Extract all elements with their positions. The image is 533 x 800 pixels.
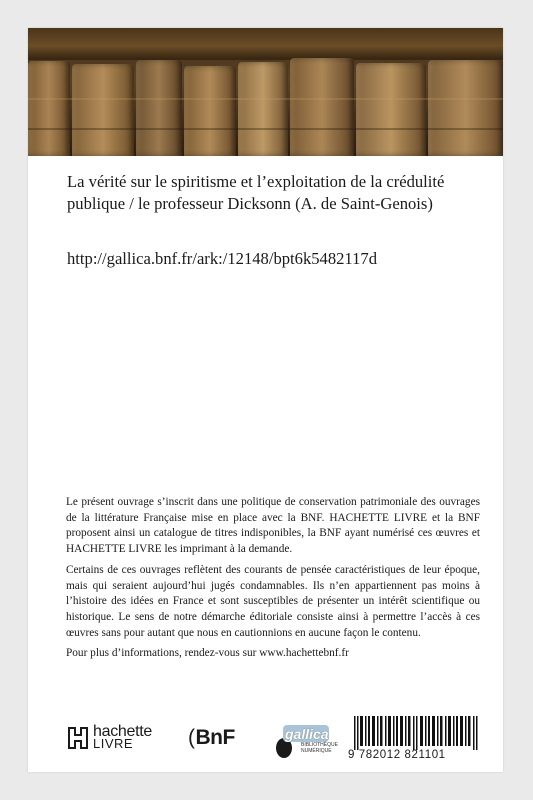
bnf-wordmark: BnF [195, 726, 235, 749]
spine-band [28, 128, 503, 130]
publisher-notice [66, 495, 480, 667]
gallica-subtitle: BIBLIOTHÈQUE [301, 742, 338, 748]
gallica-wordmark: gallica [285, 726, 329, 742]
hachette-wordmark: hachette [93, 723, 152, 740]
isbn-barcode [348, 716, 488, 762]
notice-paragraph: Pour plus d’informations, rendez-vous sur www.hachettebnf.fr [66, 647, 349, 660]
book-spine [290, 58, 354, 156]
publisher-logos [67, 720, 487, 760]
notice-paragraph: Le présent ouvrage s’inscrit dans une politique de conservation patrimoniale des ouvrages de la littérature Française mise en place avec la BNF. HACHETTE LIVRE et la BNF proposent ainsi un catalogue de titres indisponibles, la BNF ayant numérisé ces œuvres et HACHETTE LIVRE les imprimant à la demande. [66, 496, 480, 556]
hachette-livre-logo [67, 723, 152, 751]
book-title: La vérité sur le spiritisme et l’exploitation de la crédulité publique / le professeur Dicksonn (A. de Saint-Genois) [67, 172, 445, 213]
gallica-subtitle: NUMÉRIQUE [301, 748, 332, 754]
spine-band [28, 98, 503, 100]
book-spine [72, 64, 134, 156]
notice-paragraph: Certains de ces ouvrages reflètent des courants de pensée caractéristiques de leur époque, mais qui seraient aujourd’hui jugés condamnables. Ils n’en appartiennent pas moins à l’histoire des idées en France et sont susceptibles de présenter un intérêt scientifique ou historique. Le sens de notre démarche éditoriale consiste ainsi à permettre l’accès à ces œuvres sans pour autant que nous en cautionnions en aucune façon le contenu. [66, 563, 480, 639]
gallica-logo [275, 722, 341, 762]
bookshelf-photo [28, 28, 503, 156]
hachette-h-icon [67, 726, 89, 750]
barcode-bars [354, 716, 480, 750]
book-spine [184, 66, 236, 156]
book-spine [238, 62, 288, 156]
book-back-cover [28, 28, 503, 772]
livre-wordmark: LIVRE [93, 736, 134, 751]
book-spine [428, 60, 503, 156]
book-spine [28, 61, 70, 156]
bnf-logo: (BnF [188, 726, 235, 749]
isbn-digits: 9 782012 821101 [348, 749, 446, 761]
gallica-url: http://gallica.bnf.fr/ark:/12148/bpt6k5482117d [67, 249, 378, 268]
book-spine [136, 60, 182, 156]
book-spine [356, 63, 426, 156]
bookshelf-top [28, 28, 503, 58]
